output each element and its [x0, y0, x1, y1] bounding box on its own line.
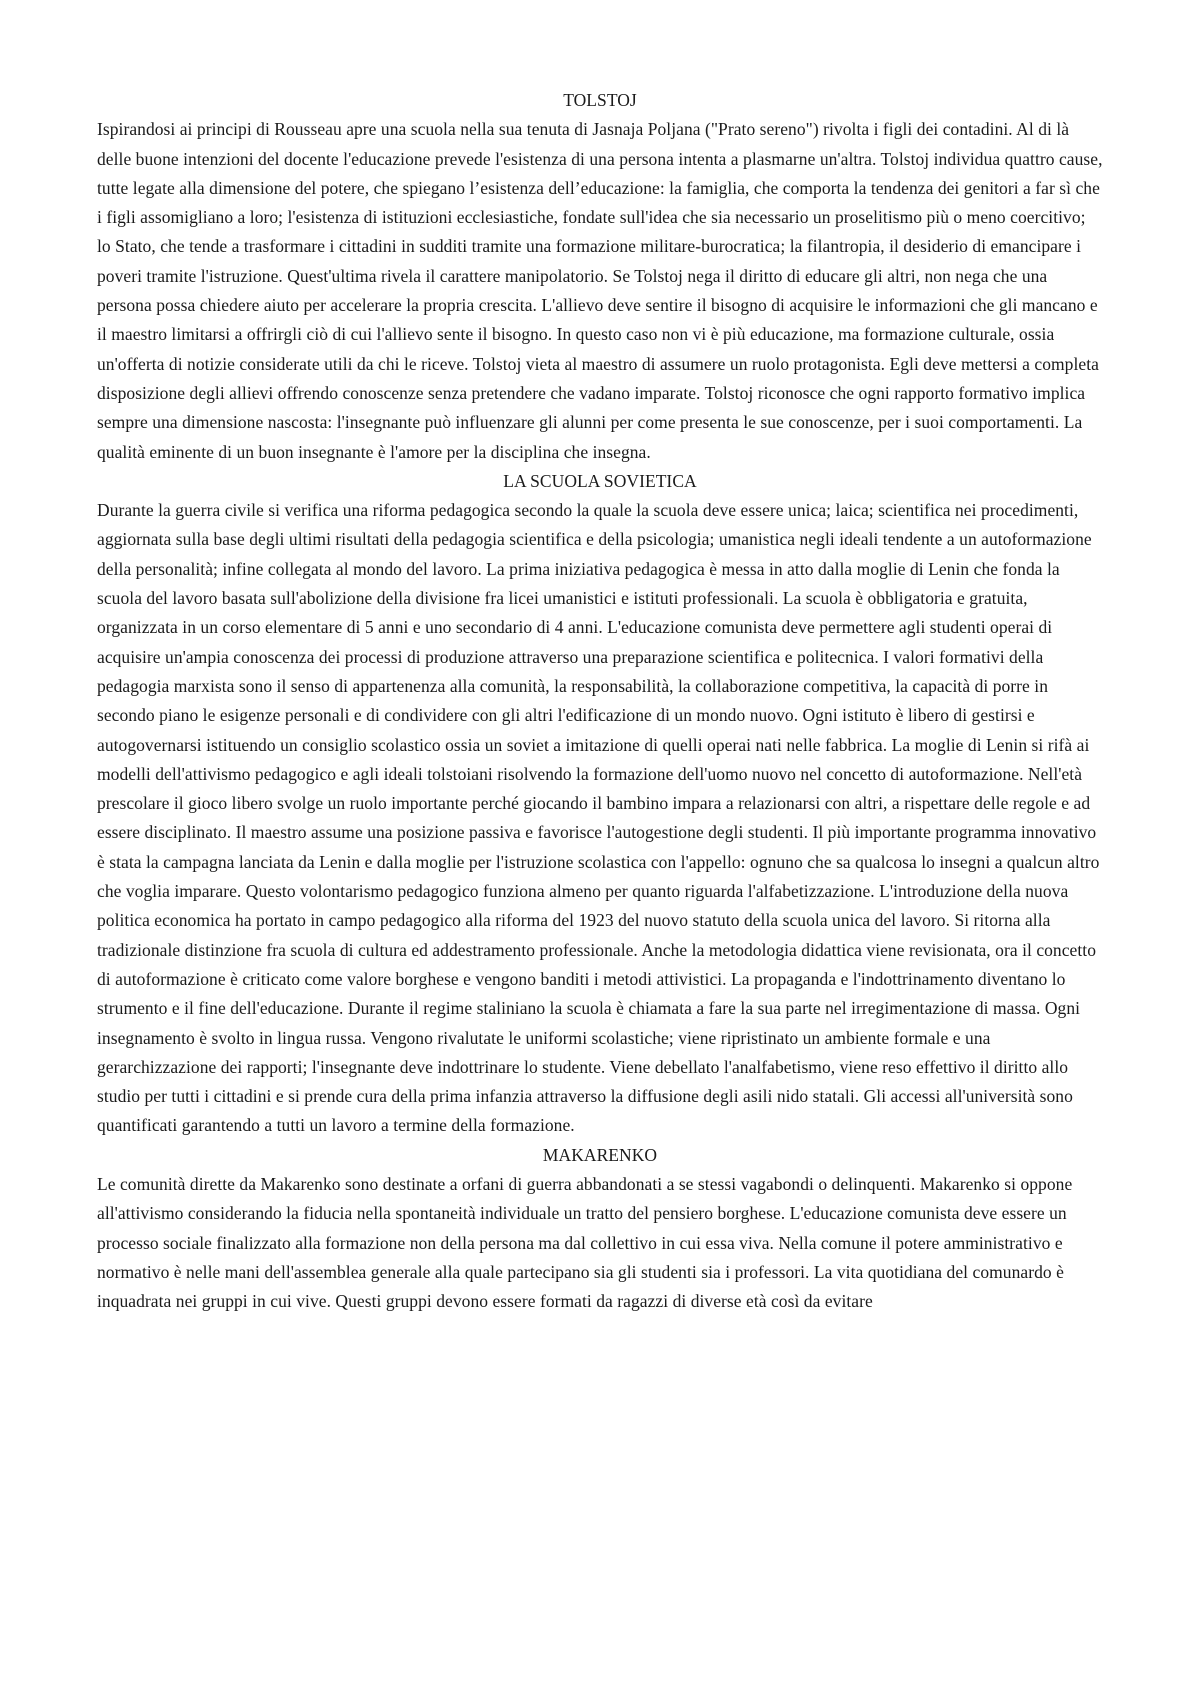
- document-content: [97, 86, 1103, 1316]
- section-title-makarenko: MAKARENKO: [542, 1144, 658, 1165]
- section-body-makarenko: Le comunità dirette da Makarenko sono destinate a orfani di guerra abbandonati a se stessi vagabondi o delinquenti. Makarenko si oppone all'attivismo considerando la fiducia nella spontaneità individuale un tratto del pensiero borghese. L'educazione comunista deve essere un processo sociale finalizzato alla formazione non della persona ma dal collettivo in cui essa viva. Nella comune il potere amministrativo e normativo è nelle mani dell'assemblea generale alla quale partecipano sia gli studenti sia i professori. La vita quotidiana del comunardo è inquadrata nei gruppi in cui vive. Questi gruppi devono essere formati da ragazzi di diverse età così da evitare: [97, 1173, 1073, 1312]
- section-body-tolstoj: Ispirandosi ai principi di Rousseau apre una scuola nella sua tenuta di Jasnaja Poljana ("Prato sereno") rivolta i figli dei contadini. Al di là delle buone intenzioni del docente l'educazione prevede l'esistenza di una persona intenta a plasmarne un'altra. Tolstoj individua quattro cause, tutte legate alla dimensione del potere, che spiegano l’esistenza dell’educazione: la famiglia, che comporta la tendenza dei genitori a far sì che i figli assomigliano a loro; l'esistenza di istituzioni ecclesiastiche, fondate sull'idea che sia necessario un proselitismo più o meno coercitivo; lo Stato, che tende a trasformare i cittadini in sudditi tramite una formazione militare-burocratica; la filantropia, il desiderio di emancipare i poveri tramite l'istruzione. Quest'ultima rivela il carattere manipolatorio. Se Tolstoj nega il diritto di educare gli altri, non nega che una persona possa chiedere aiuto per accelerare la propria crescita. L'allievo deve sentire il bisogno di acquisire le informazioni che gli mancano e il maestro limitarsi a offrirgli ciò di cui l'allievo sente il bisogno. In questo caso non vi è più educazione, ma formazione culturale, ossia un'offerta di notizie considerate utili da chi le riceve. Tolstoj vieta al maestro di assumere un ruolo protagonista. Egli deve mettersi a completa disposizione degli allievi offrendo conoscenze senza pretendere che vadano imparate. Tolstoj riconosce che ogni rapporto formativo implica sempre una dimensione nascosta: l'insegnante può influenzare gli alunni per come presenta le sue conoscenze, per i suoi comportamenti. La qualità eminente di un buon insegnante è l'amore per la disciplina che insegna.: [97, 119, 1103, 462]
- section-title-scuola-sovietica: LA SCUOLA SOVIETICA: [503, 470, 697, 491]
- section-body-scuola-sovietica: Durante la guerra civile si verifica una riforma pedagogica secondo la quale la scuola deve essere unica; laica; scientifica nei procedimenti, aggiornata sulla base degli ultimi risultati della pedagogia scientifica e della psicologia; umanistica negli ideali tendente a un autoformazione della personalità; infine collegata al mondo del lavoro. La prima iniziativa pedagogica è messa in atto dalla moglie di Lenin che fonda la scuola del lavoro basata sull'abolizione della divisione fra licei umanistici e istituti professionali. La scuola è obbligatoria e gratuita, organizzata in un corso elementare di 5 anni e uno secondario di 4 anni. L'educazione comunista deve permettere agli studenti operai di acquisire un'ampia conoscenza dei processi di produzione attraverso una preparazione scientifica e politecnica. I valori formativi della pedagogia marxista sono il senso di appartenenza alla comunità, la responsabilità, la collaborazione competitiva, la capacità di porre in secondo piano le esigenze personali e di condividere con gli altri l'edificazione di un mondo nuovo. Ogni istituto è libero di gestirsi e autogovernarsi istituendo un consiglio scolastico ossia un soviet a imitazione di quelli operai nati nelle fabbrica. La moglie di Lenin si rifà ai modelli dell'attivismo pedagogico e agli ideali tolstoiani risolvendo la formazione dell'uomo nuovo nel concetto di autoformazione. Nell'età prescolare il gioco libero svolge un ruolo importante perché giocando il bambino impara a relazionarsi con altri, a rispettare delle regole e ad essere disciplinato. Il maestro assume una posizione passiva e favorisce l'autogestione degli studenti. Il più importante programma innovativo è stata la campagna lanciata da Lenin e dalla moglie per l'istruzione scolastica con l'appello: ognuno che sa qualcosa lo insegni a qualcun altro che voglia imparare. Questo volontarismo pedagogico funziona almeno per quanto riguarda l'alfabetizzazione. L'introduzione della nuova politica economica ha portato in campo pedagogico alla riforma del 1923 del nuovo statuto della scuola unica del lavoro. Si ritorna alla tradizionale distinzione fra scuola di cultura ed addestramento professionale. Anche la metodologia didattica viene revisionata, ora il concetto di autoformazione è criticato come valore borghese e vengono banditi i metodi attivistici. La propaganda e l'indottrinamento diventano lo strumento e il fine dell'educazione. Durante il regime staliniano la scuola è chiamata a fare la sua parte nel irregimentazione di massa. Ogni insegnamento è svolto in lingua russa. Vengono rivalutate le uniformi scolastiche; viene ripristinato un ambiente formale e una gerarchizzazione dei rapporti; l'insegnante deve indottrinare lo studente. Viene debellato l'analfabetismo, viene reso effettivo il diritto allo studio per tutti i cittadini e si prende cura della prima infanzia attraverso la diffusione degli asili nido statali. Gli accessi all'università sono quantificati garantendo a tutti un lavoro a termine della formazione.: [97, 500, 1100, 1136]
- section-title-tolstoj: TOLSTOJ: [563, 90, 637, 110]
